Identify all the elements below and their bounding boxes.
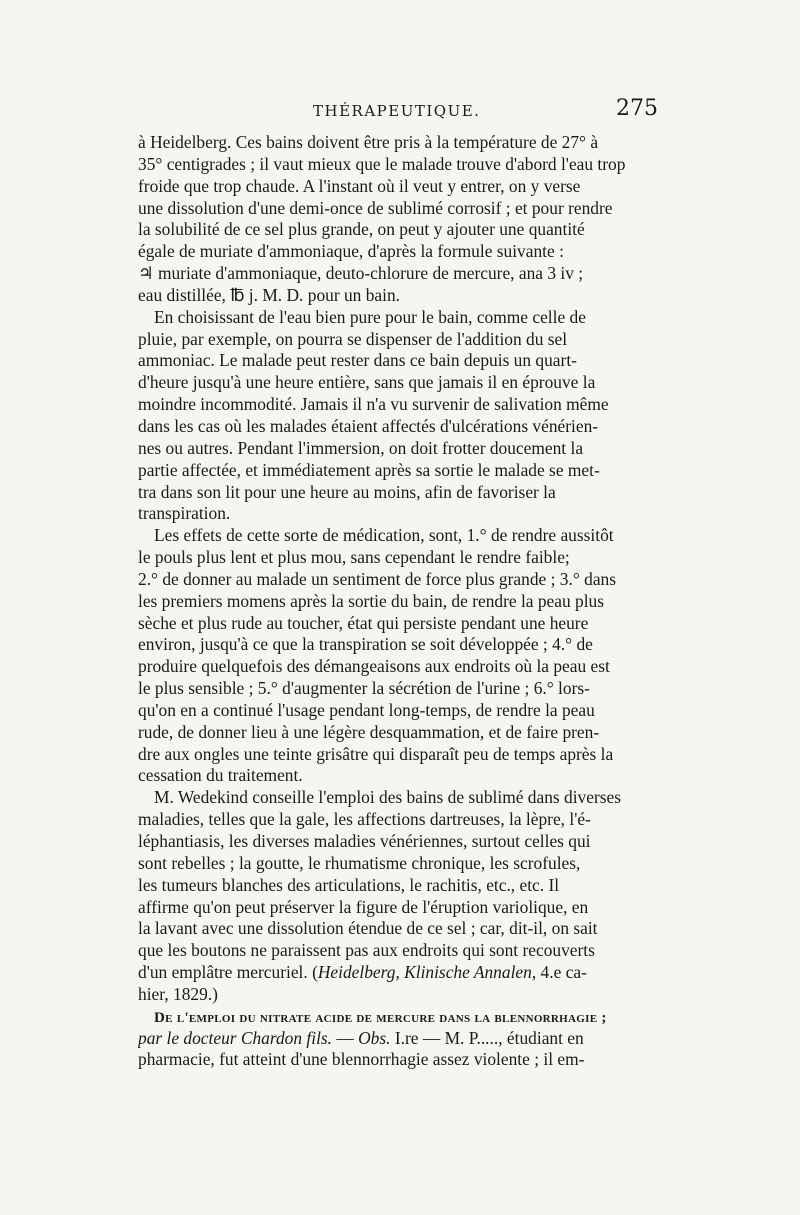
text-line: nes ou autres. Pendant l'immersion, on doit frotter doucement la [138, 437, 584, 458]
text-line: hier, 1829.) [138, 983, 218, 1004]
text-line: transpiration. [138, 503, 231, 524]
text-line: pharmacie, fut atteint d'une blennorrhagie assez violente ; il em- [138, 1049, 585, 1070]
text-line: 2.° de donner au malade un sentiment de force plus grande ; 3.° dans [138, 568, 616, 589]
text-line: produire quelquefois des démangeaisons aux endroits où la peau est [138, 656, 610, 677]
text-line: tra dans son lit pour une heure au moins, afin de favoriser la [138, 481, 556, 502]
text-line: dans les cas où les malades étaient affectés d'ulcérations vénérien- [138, 415, 599, 436]
text-line: ammoniac. Le malade peut rester dans ce bain depuis un quart- [138, 350, 577, 371]
text-line: la lavant avec une dissolution étendue de ce sel ; car, dit-il, on sait [138, 918, 598, 939]
section-heading [138, 1006, 658, 1028]
text-line: maladies, telles que la gale, les affections dartreuses, la lèpre, l'é- [138, 809, 591, 830]
text-line: sont rebelles ; la goutte, le rhumatisme chronique, les scrofules, [138, 852, 581, 873]
text-line: partie affectée, et immédiatement après sa sortie le malade se met- [138, 459, 600, 480]
text-line: égale de muriate d'ammoniaque, d'après la formule suivante : [138, 241, 564, 262]
text-line [138, 962, 658, 984]
text-line: le plus sensible ; 5.° d'augmenter la sécrétion de l'urine ; 6.° lors- [138, 678, 590, 699]
text-line: cessation du traitement. [138, 765, 303, 786]
obs-label: Obs. [358, 1027, 391, 1048]
citation-title: Heidelberg, Klinische Annalen [317, 962, 532, 983]
text-segment: — [332, 1027, 359, 1048]
text-line: le pouls plus lent et plus mou, sans cependant le rendre faible; [138, 547, 570, 568]
text-line [138, 1028, 658, 1050]
section-author: par le docteur Chardon fils. [138, 1027, 333, 1048]
text-line: M. Wedekind conseille l'emploi des bains de sublimé dans diverses [154, 787, 622, 808]
text-line: les tumeurs blanches des articulations, le rachitis, etc., etc. Il [138, 874, 560, 895]
text-line: qu'on en a continué l'usage pendant long-temps, de rendre la peau [138, 699, 595, 720]
text-line: la solubilité de ce sel plus grande, on peut y ajouter une quantité [138, 219, 585, 240]
text-line: léphantiasis, les diverses maladies vénériennes, surtout celles qui [138, 831, 591, 851]
text-line: moindre incommodité. Jamais il n'a vu survenir de salivation même [138, 394, 609, 415]
text-line: environ, jusqu'à ce que la transpiration se soit développée ; 4.° de [138, 634, 593, 655]
page-header [138, 96, 658, 130]
text-line: eau distillée, ℔ j. M. D. pour un bain. [138, 284, 400, 305]
text-line: En choisissant de l'eau bien pure pour le bain, comme celle de [154, 306, 586, 327]
text-line: pluie, par exemple, on pourra se dispenser de l'addition du sel [138, 328, 568, 349]
text-line: ♃ muriate d'ammoniaque, deuto-chlorure de mercure, ana 3 iv ; [138, 263, 584, 284]
running-head: THÉRAPEUTIQUE. [313, 102, 481, 120]
text-line: d'heure jusqu'à une heure entière, sans que jamais il en éprouve la [138, 372, 596, 393]
page-number: 275 [616, 96, 658, 121]
text-segment: , 4.e ca- [531, 962, 587, 983]
text-segment: d'un emplâtre mercuriel. ( [138, 962, 318, 983]
text-segment: I.re — M. P....., étudiant en [390, 1027, 584, 1048]
text-line: froide que trop chaude. A l'instant où il veut y entrer, on y verse [138, 175, 581, 196]
text-line: affirme qu'on peut préserver la figure de l'éruption variolique, en [138, 896, 589, 917]
body-text [138, 132, 658, 1071]
text-line: une dissolution d'une demi-once de sublimé corrosif ; et pour rendre [138, 197, 613, 218]
section-heading-title: De l'emploi du nitrate acide de mercure dans la blennorrhagie ; [154, 1009, 607, 1026]
text-line: à Heidelberg. Ces bains doivent être pris à la température de 27° à [138, 132, 599, 152]
text-line: dre aux ongles une teinte grisâtre qui disparaît peu de temps après la [138, 743, 614, 764]
text-line: sèche et plus rude au toucher, état qui persiste pendant une heure [138, 612, 589, 633]
text-line: que les boutons ne paraissent pas aux endroits qui sont recouverts [138, 940, 595, 961]
text-line: rude, de donner lieu à une légère desquammation, et de faire pren- [138, 721, 600, 742]
text-line: 35° centigrades ; il vaut mieux que le malade trouve d'abord l'eau trop [138, 153, 626, 174]
text-line: les premiers momens après la sortie du bain, de rendre la peau plus [138, 590, 605, 611]
text-line: Les effets de cette sorte de médication, sont, 1.° de rendre aussitôt [154, 525, 614, 546]
